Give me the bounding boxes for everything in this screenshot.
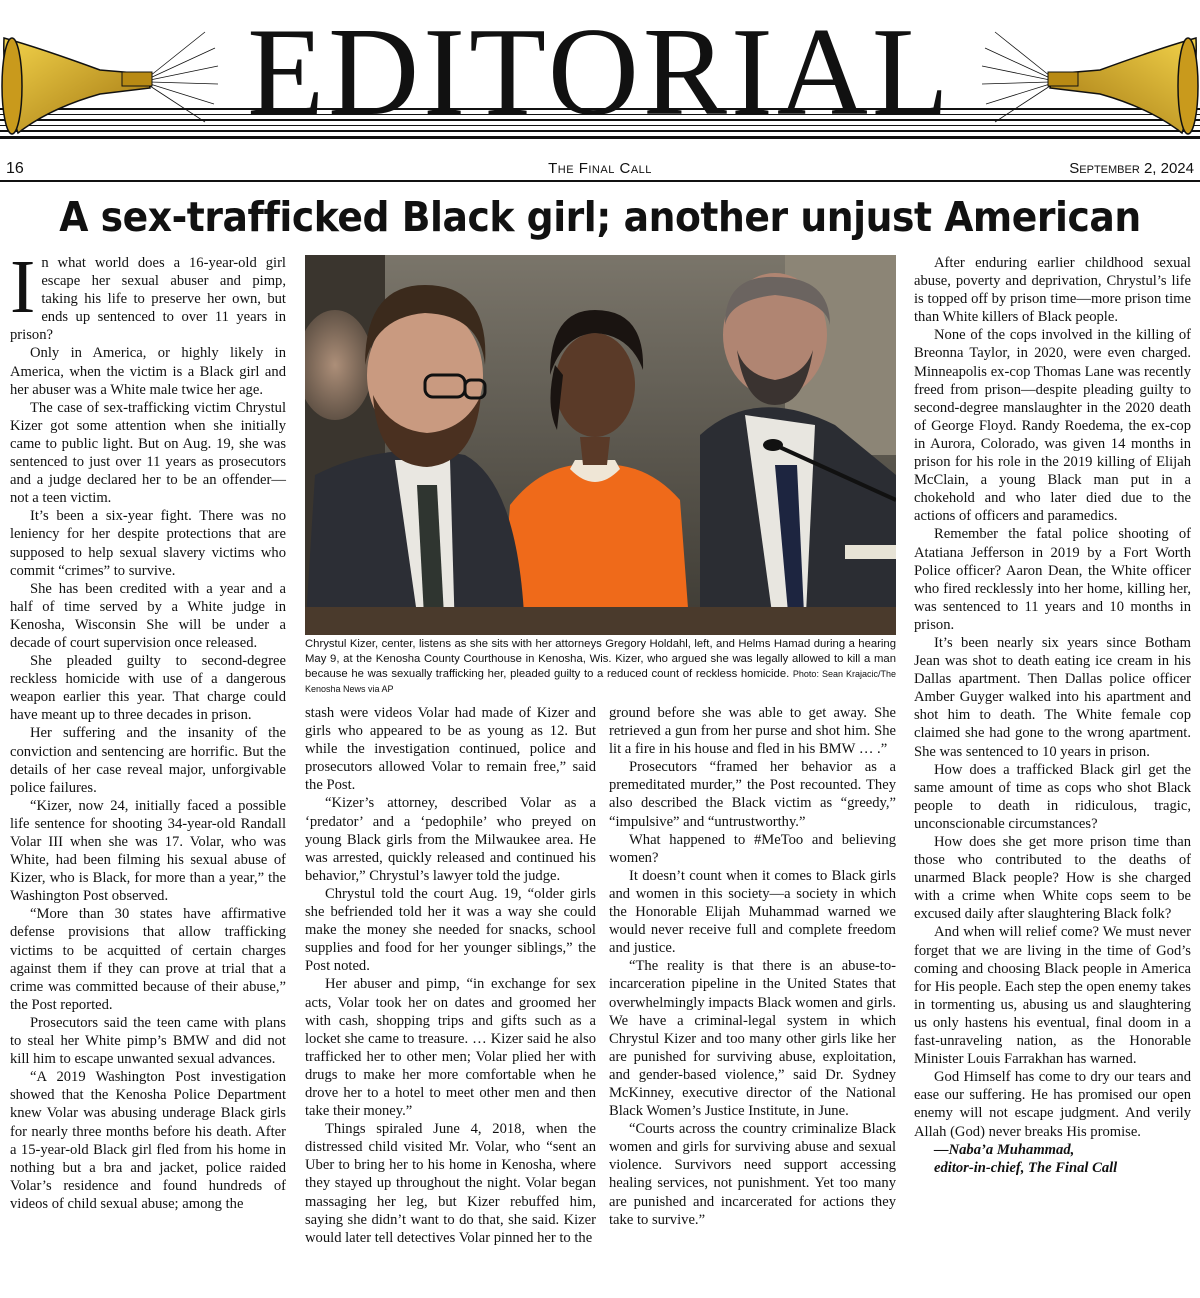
article-paragraph: It’s been a six-year fight. There was no leniency for her despite protections that are supposed to help sexual slavery victims who commit “crimes” to survive. [10, 508, 286, 579]
masthead [0, 0, 1200, 150]
article-paragraph: None of the cops involved in the killing of Breonna Taylor, in 2020, were even charged. Minneapolis ex-cop Thomas Lane was recently freed from prison—despite pleading guilty to second-degree manslaughter in the 2020 death of George Floyd. Randy Roedema, the ex-cop in Aurora, Colorado, was given 14 months in prison for his role in the 2019 killing of Elijah McClain, a young Black man put in a chokehold and who later died due to the actions of officers and paramedics. [914, 327, 1191, 525]
article-paragraph: God Himself has come to dry our tears and ease our suffering. He has promised our open enemy will not escape judgment. And verily Allah (God) never breaks His promise. [914, 1069, 1191, 1140]
article-paragraph: The case of sex-trafficking victim Chrystul Kizer got some attention when she initially came to public light. But on Aug. 19, she was sentenced to just over 11 years as prosecutors and a judge declared her to be an offender—not a teen victim. [10, 399, 286, 507]
article-paragraph: She pleaded guilty to second-degree reckless homicide with use of a dangerous weapon earlier this year. That charge could have meant up to three decades in prison. [10, 653, 286, 724]
issue-date: September 2, 2024 [1069, 160, 1194, 177]
article-paragraph: It’s been nearly six years since Botham Jean was shot to death eating ice cream in his Dallas apartment. Then Dallas police officer Amber Guyger walked into his apartment and shot him to death. The White female cop claimed she had gone to the wrong apartment. She was sentenced to 10 years in prison. [914, 634, 1191, 760]
publication-name: The Final Call [548, 160, 652, 177]
article-paragraph: Prosecutors “framed her behavior as a premeditated murder,” the Post recounted. They also described the Black victim as “greedy,” “impulsive” and “untrustworthy.” [609, 759, 896, 830]
article-column-3 [609, 704, 896, 1229]
article-lead-paragraph [10, 245, 286, 344]
article-paragraph: “Courts across the country criminalize Black women and girls for surviving abuse and sexual violence. Survivors need support accessing healing services, not punishment. Yet too many are punished and incarcerated for actions they take to survive.” [609, 1121, 896, 1228]
signature-title: editor-in-chief, The Final Call [934, 1159, 1118, 1176]
photo-credit: Photo: Sean Krajacic/The Kenosha News via AP [305, 669, 897, 694]
article-paragraph: Her suffering and the insanity of the conviction and sentencing are horrific. But the details of her case reveal major, unforgivable police failures. [10, 725, 286, 796]
article-paragraph: It doesn’t count when it comes to Black girls and women in this society—a society in which the Honorable Elijah Muhammad warned we would never receive full and complete freedom and justice. [609, 867, 896, 957]
article-paragraph: “A 2019 Washington Post investigation showed that the Kenosha Police Department knew Volar was abusing underage Black girls for nearly three months before his death. After a 15-year-old Black girl fled from his home in nothing but a bra and jacket, police raided Volar’s residence and found hundreds of videos of child sexual abuse; among the [10, 1069, 286, 1212]
folio-line [0, 158, 1200, 180]
article-paragraph: “The reality is that there is an abuse-to-incarceration pipeline in the United States that overwhelmingly impacts Black women and girls. We have a criminal-legal system in which Chrystul Kizer and too many other girls like her are punished for surviving abuse, exploitation, and gender-based violence,” said Dr. Sydney McKinney, executive director of the National Black Women’s Justice Institute, in June. [609, 958, 896, 1120]
lead-text: n what world does a 16-year-old girl escape her sexual abuser and pimp, taking his life to preserve her own, but ends up sentenced to over 11 years in prison? [10, 255, 286, 344]
article-paragraph: Remember the fatal police shooting of Atatiana Jefferson in 2019 by a Fort Worth Police officer? Aaron Dean, the White officer who fired recklessly into her home, killing her, was sentenced to 11 years and 10 months in prison. [914, 526, 1191, 633]
headline: A sex-trafficked Black girl; another unjust American [59, 193, 1141, 241]
caption-text: Chrystul Kizer, center, listens as she sits with her attorneys Gregory Holdahl, left, and Helms Hamad during a hearing May 9, at the Kenosha County Courthouse in Kenosha, Wis. Kizer, who argued she was legally allowed to kill a man because he was sexually trafficking her, pleaded guilty to a reduced count of reckless homicide. [305, 638, 896, 680]
article-paragraph: Prosecutors said the teen came with plans to steal her White pimp’s BMW and did not kill him to escape unwanted sexual advances. [10, 1014, 286, 1068]
photo-caption [305, 637, 896, 697]
article-paragraph: How does she get more prison time than those who contributed to the deaths of unarmed Black people? How is she charged with a crime when White cops seem to be excused daily after slaughtering Black folk? [914, 834, 1191, 923]
courtroom-photo [305, 255, 896, 635]
article-paragraph: She has been credited with a year and a half of time served by a White judge in Kenosha, Wisconsin She will be under a decade of court supervision once released. [10, 580, 286, 651]
article-paragraph: How does a trafficked Black girl get the same amount of time as cops who shot Black people to death in ridiculous, tragic, unconscionable circumstances? [914, 761, 1191, 832]
article-paragraph: Only in America, or highly likely in America, when the victim is a Black girl and her abuser was a White male twice her age. [10, 345, 286, 398]
page-number: 16 [6, 160, 24, 177]
article-paragraph: What happened to #MeToo and believing women? [609, 831, 896, 866]
masthead-title: EDITORIAL [247, 3, 953, 142]
article-paragraph: After enduring earlier childhood sexual abuse, poverty and deprivation, Chrystul’s life is topped off by prison time—more prison time than White killers of Black people. [914, 255, 1191, 326]
article-column-1 [10, 245, 286, 1213]
article-paragraph: “Kizer, now 24, initially faced a possible life sentence for shooting 34-year-old Randall Volar III when she was 17. Volar, who was White, had been filming his sexual abuse of Kizer, who is Black, for more than a year,” the Washington Post observed. [10, 797, 286, 905]
drop-cap: I [10, 245, 36, 329]
article-paragraph: “More than 30 states have affirmative defense provisions that allow trafficking victims to be acquitted of certain charges against them if they can prove at trial that a crime was committed because of their abuse,” the Post reported. [10, 906, 286, 1013]
article-paragraph: And when will relief come? We must never forget that we are living in the time of God’s coming and choosing Black people in America for His people. Each step the open enemy takes in tormenting us, abusing us and slaughtering us only hastens his eventual, final doom in a fast-unraveling nation, as the Honorable Minister Louis Farrakhan has warned. [914, 924, 1191, 1068]
article-paragraph: Her abuser and pimp, “in exchange for sex acts, Volar took her on dates and groomed her with cash, shopping trips and gifts such as a locket she came to treasure. … Kizer said he also trafficked her to other men; Volar plied her with drugs to make her more comfortable when he drove her to a hotel to meet other men and then take their money.” [305, 976, 596, 1120]
folio-rule [0, 180, 1200, 182]
article-paragraph: Things spiraled June 4, 2018, when the distressed child visited Mr. Volar, who “sent an Uber to bring her to his home in Kenosha, where they stayed up throughout the night. Volar began massaging her leg, but Kizer rebuffed him, saying she didn’t want to do that, she said. Kizer would later tell detectives Volar pinned her to the [305, 1121, 596, 1246]
article-column-4 [914, 254, 1191, 1177]
article-paragraph: ground before she was able to get away. She retrieved a gun from her purse and shot him. She lit a fire in his house and fled in his BMW … .” [609, 705, 896, 758]
article-paragraph: stash were videos Volar had made of Kizer and girls who appeared to be as young as 12. But while the investigation continued, police and prosecutors allowed Volar to remain free,” said the Post. [305, 705, 596, 794]
signature-name: —Naba’a Muhammad, [934, 1141, 1075, 1158]
article-paragraph: Chrystul told the court Aug. 19, “older girls she befriended told her it was a way she could make the money she needed for snacks, school supplies and food for her younger siblings,” the Post noted. [305, 885, 596, 975]
article-paragraph: “Kizer’s attorney, described Volar as a ‘predator’ and a ‘pedophile’ who preyed on young Black girls from the Milwaukee area. He was arrested, quickly released and continued his behavior,” Chrystul’s lawyer told the judge. [305, 795, 596, 884]
article-column-2 [305, 704, 596, 1247]
